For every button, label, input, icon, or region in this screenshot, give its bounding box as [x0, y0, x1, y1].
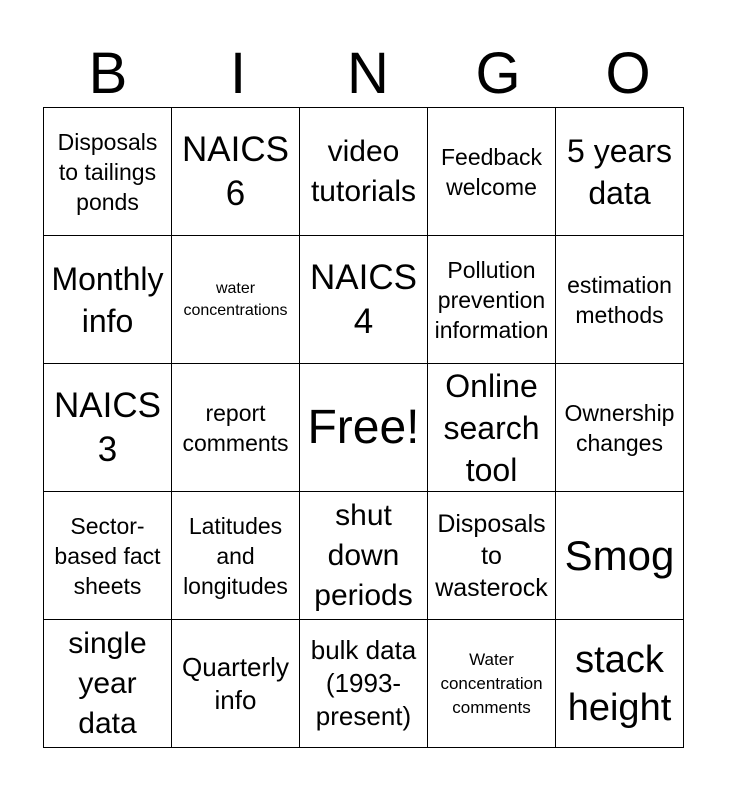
bingo-cell [300, 620, 428, 748]
bingo-cell [44, 364, 172, 492]
cell-text: Quarterly info [182, 651, 289, 715]
cell-text: Smog [564, 531, 675, 579]
bingo-cell [44, 492, 172, 620]
header-letter-g: G [475, 41, 521, 106]
cell-text: bulk data (1993-present) [310, 635, 417, 731]
board-row [44, 492, 684, 620]
bingo-cell [172, 492, 300, 620]
bingo-cell [300, 108, 428, 236]
cell-text: water concentrations [183, 279, 288, 319]
cell-text: Water concentration comments [440, 649, 543, 717]
bingo-cell [556, 236, 684, 364]
cell-text: Feedback welcome [440, 143, 542, 200]
cell-text: Online search tool [443, 367, 540, 488]
cell-text: Disposals to tailings ponds [57, 128, 158, 215]
bingo-cell [44, 236, 172, 364]
bingo-cell [44, 620, 172, 748]
bingo-cell [556, 364, 684, 492]
cell-text: 5 years data [567, 132, 672, 211]
cell-text: stack height [567, 638, 672, 729]
bingo-cell [556, 620, 684, 748]
cell-text: single year data [68, 626, 147, 740]
cell-text: Latitudes and longitudes [183, 512, 288, 599]
cell-text: Monthly info [51, 260, 164, 339]
cell-text: report comments [182, 399, 289, 456]
header-letter-i: I [229, 41, 247, 106]
cell-text: Ownership changes [564, 399, 675, 456]
bingo-cell [172, 108, 300, 236]
bingo-cell [172, 620, 300, 748]
cell-text: Disposals to wasterock [435, 509, 548, 602]
bingo-cell [428, 364, 556, 492]
header-letter-o: O [605, 41, 651, 106]
board-row [44, 108, 684, 236]
bingo-header [43, 40, 693, 108]
bingo-cell [300, 236, 428, 364]
bingo-cell free-space [300, 364, 428, 492]
cell-text: NAICS 4 [310, 257, 417, 341]
bingo-board [43, 107, 684, 748]
header-letter-b: B [88, 41, 128, 106]
bingo-cell [428, 620, 556, 748]
bingo-cell [428, 236, 556, 364]
board-row [44, 236, 684, 364]
header-letter-n: N [347, 41, 389, 106]
cell-text: Pollution prevention information [434, 256, 549, 343]
board-row [44, 364, 684, 492]
bingo-cell [172, 364, 300, 492]
cell-text: NAICS 3 [54, 385, 161, 469]
cell-text: NAICS 6 [182, 129, 289, 213]
cell-text: Sector-based fact sheets [54, 512, 161, 599]
cell-text: shut down periods [314, 498, 413, 612]
free-space-text: Free! [307, 400, 420, 454]
cell-text: video tutorials [310, 134, 417, 208]
bingo-cell [556, 108, 684, 236]
bingo-cell [44, 108, 172, 236]
bingo-cell [428, 492, 556, 620]
bingo-cell [172, 236, 300, 364]
bingo-cell [428, 108, 556, 236]
board-row [44, 620, 684, 748]
bingo-cell [556, 492, 684, 620]
bingo-cell [300, 492, 428, 620]
cell-text: estimation methods [567, 271, 672, 328]
